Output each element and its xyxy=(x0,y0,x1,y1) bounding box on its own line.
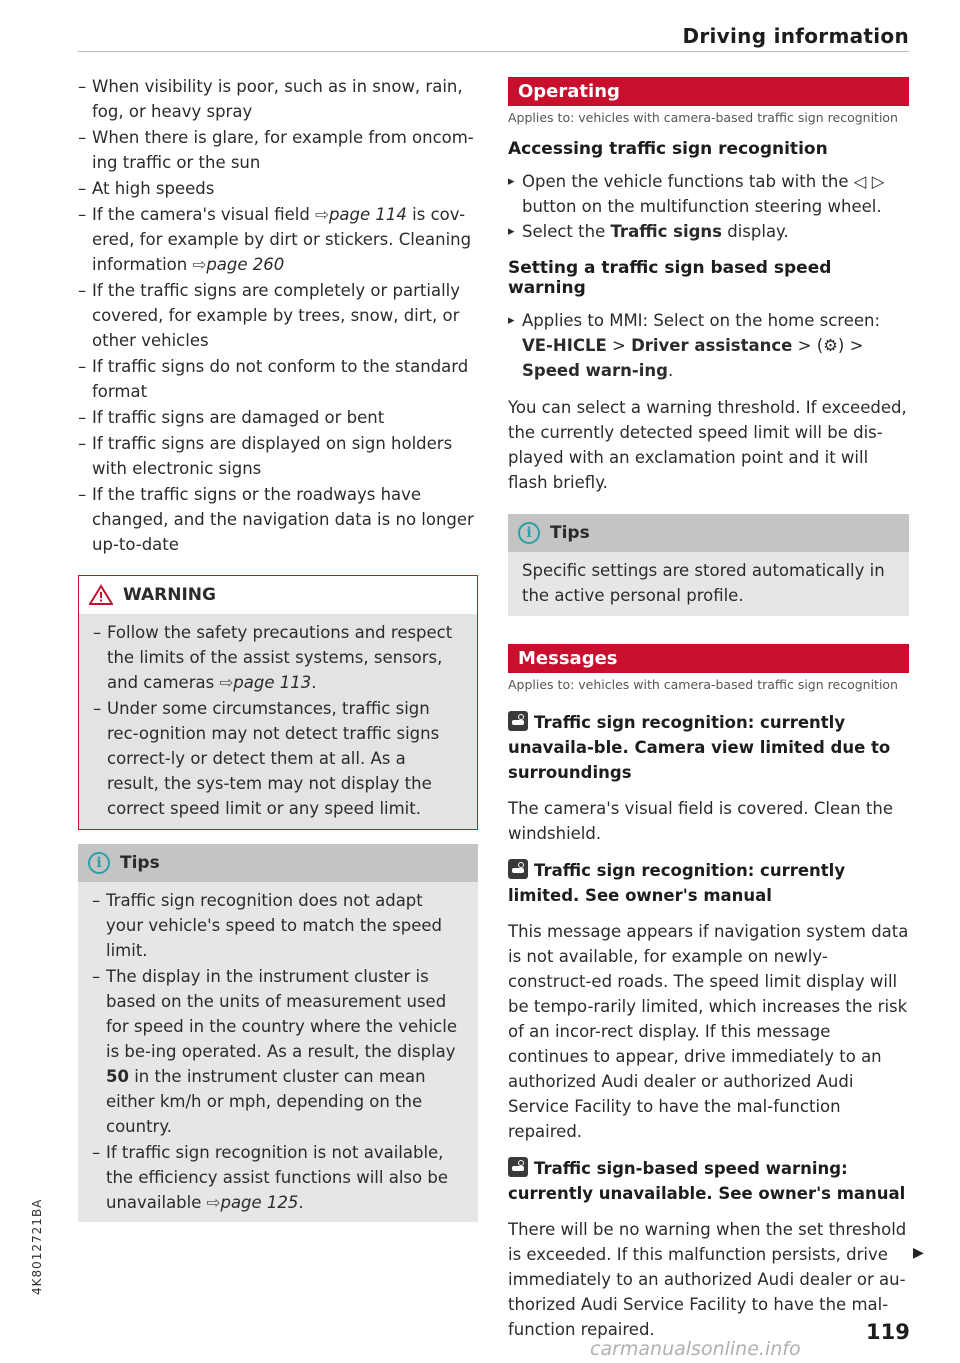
step2-b: display. xyxy=(727,222,789,241)
xref-arrow-icon: ⇨ xyxy=(315,205,329,224)
message-2-heading xyxy=(508,858,909,908)
tips-box-right xyxy=(508,514,909,616)
continue-arrow-icon: ▶ xyxy=(913,1245,924,1261)
step-item xyxy=(508,219,909,244)
message-1-heading-text: Traffic sign recognition: currently unavaila-ble. Camera view limited due to surroundings xyxy=(508,713,891,782)
tips-item-2b: in the instrument cluster can mean either km/h or mph, depending on the country. xyxy=(106,1067,426,1136)
menu-speed-warning: Speed warn-ing xyxy=(522,361,668,380)
message-3-heading xyxy=(508,1156,909,1206)
settings-gear-icon: (⚙) xyxy=(816,336,845,355)
tips-list xyxy=(92,888,462,1215)
right-column xyxy=(508,77,909,1342)
tips-item-2-bold: 50 xyxy=(106,1067,129,1086)
step-item: ▸ Applies to MMI: Select on the home screen: VE-HICLE > Driver assistance > (⚙) > Speed warn-ing. xyxy=(508,308,909,383)
camera-car-icon xyxy=(508,711,528,731)
info-icon: i xyxy=(518,522,540,544)
list-item xyxy=(92,964,462,1139)
message-1-heading xyxy=(508,710,909,785)
tips-text: Specific settings are stored automatically in the active personal profile. xyxy=(522,561,885,605)
xref-arrow-icon: ⇨ xyxy=(206,1193,221,1212)
menu-separator: > xyxy=(849,336,864,355)
speed-warning-body: You can select a warning threshold. If exceeded, the currently detected speed limit will be dis-played with an exclamation point and it will flash briefly. xyxy=(508,398,907,492)
info-icon: i xyxy=(88,852,110,874)
warning-item-1-text: Follow the safety precautions and respect the limits of the assist systems, sensors, and cameras xyxy=(107,623,453,692)
camera-car-icon xyxy=(508,859,528,879)
watermark: carmanualsonline.info xyxy=(590,1338,801,1360)
message-1-body: The camera's visual field is covered. Clean the windshield. xyxy=(508,799,893,843)
speed-warning-steps xyxy=(508,308,909,383)
list-item: – At high speeds xyxy=(78,176,478,201)
access-steps xyxy=(508,169,909,244)
left-column xyxy=(78,74,478,1222)
warning-box xyxy=(78,575,478,830)
tips-title: Tips xyxy=(120,853,160,873)
message-2-heading-text: Traffic sign recognition: currently limited. See owner's manual xyxy=(508,861,846,905)
warning-header xyxy=(79,576,477,614)
step-item: ▸ Open the vehicle functions tab with the ◁ ▷ button on the multifunction steering wheel. xyxy=(508,169,909,219)
messages-applies: Applies to: vehicles with camera-based traffic sign recognition xyxy=(508,677,898,692)
warning-triangle-icon xyxy=(89,584,113,606)
operating-section-bar: Operating xyxy=(508,77,909,106)
step2-a: Select the xyxy=(522,222,606,241)
list-item: – If the traffic signs are completely or partially covered, for example by trees, snow, dirt, or other vehicles xyxy=(78,278,478,353)
page-number: 119 xyxy=(866,1320,910,1344)
document-code: 4K8012721BA xyxy=(30,1198,44,1295)
step2-bold: Traffic signs xyxy=(610,222,722,241)
messages-section-bar: Messages xyxy=(508,644,909,673)
menu-vehicle: VE-HICLE xyxy=(522,336,607,355)
list-item: – Follow the safety precautions and respect the limits of the assist systems, sensors, and cameras ⇨page 113. xyxy=(93,620,461,695)
xref-page-260[interactable]: page 260 xyxy=(206,255,285,274)
tips-body xyxy=(508,552,909,616)
xref-page-125[interactable]: page 125 xyxy=(220,1193,299,1212)
step3-a: Applies to MMI: Select on the home screen: xyxy=(522,311,881,330)
message-3-heading-text: Traffic sign-based speed warning: currently unavailable. See owner's manual xyxy=(508,1159,906,1203)
xref-arrow-icon: ⇨ xyxy=(192,255,207,274)
operating-applies: Applies to: vehicles with camera-based traffic sign recognition xyxy=(508,110,898,125)
list-item: – When there is glare, for example from oncom-ing traffic or the sun xyxy=(78,125,478,175)
warning-body xyxy=(79,614,477,829)
warning-list xyxy=(93,620,461,821)
camera-car-icon xyxy=(508,1157,528,1177)
list-item xyxy=(78,202,478,277)
tips-header xyxy=(78,844,478,882)
camera-item-mid: is cov-ered, for example by dirt or stickers. Cleaning information xyxy=(92,205,472,274)
warning-title: WARNING xyxy=(123,585,216,605)
menu-driver-assistance: Driver assistance xyxy=(631,336,793,355)
tips-item-2a: The display in the instrument cluster is based on the units of measurement used for speed in the country where the vehicle is be-ing operated. As a result, the display xyxy=(106,967,457,1061)
list-item: – If the traffic signs or the roadways have changed, and the navigation data is no longer up-to-date xyxy=(78,482,478,557)
list-item: – If traffic signs are displayed on sign holders with electronic signs xyxy=(78,431,478,481)
menu-separator: > xyxy=(797,336,812,355)
list-item: – Under some circumstances, traffic sign rec-ognition may not detect traffic signs correct-ly or detect them at all. As a result, the sys-tem may not display the correct speed limit or any speed limit. xyxy=(93,696,461,821)
conditions-list xyxy=(78,74,478,557)
header-divider xyxy=(78,51,909,52)
message-3-body: There will be no warning when the set threshold is exceeded. If this malfunction persists, drive immediately to an authorized Audi dealer or au-thorized Audi Service Facility to have the mal-function repaired. xyxy=(508,1220,907,1339)
access-heading: Accessing traffic sign recognition xyxy=(508,139,828,159)
tips-box-left xyxy=(78,844,478,1222)
list-item: – Traffic sign recognition does not adapt your vehicle's speed to match the speed limit. xyxy=(92,888,462,963)
camera-item-lead: If the camera's visual field xyxy=(92,205,310,224)
page-header-title: Driving information xyxy=(682,24,909,48)
list-item: – If traffic signs are damaged or bent xyxy=(78,405,478,430)
tips-title: Tips xyxy=(550,523,590,543)
list-item: – If traffic sign recognition is not available, the efficiency assist functions will also be unavailable ⇨page 125. xyxy=(92,1140,462,1215)
xref-page-114[interactable]: page 114 xyxy=(328,205,407,224)
list-item: – If traffic signs do not conform to the standard format xyxy=(78,354,478,404)
speed-warning-heading: Setting a traffic sign based speed warning xyxy=(508,258,832,298)
message-2-body: This message appears if navigation system data is not available, for example on newly-construct-ed roads. The speed limit display will be tempo-rarily limited, which increases the risk of an incor-rect display. If this message continues to appear, drive immediately to an authorized Audi dealer or authorized Audi Service Facility to have the mal-function repaired. xyxy=(508,922,909,1141)
list-item: – When visibility is poor, such as in snow, rain, fog, or heavy spray xyxy=(78,74,478,124)
xref-arrow-icon: ⇨ xyxy=(219,673,234,692)
xref-page-113[interactable]: page 113 xyxy=(233,673,312,692)
tips-item-3-text: If traffic sign recognition is not available, the efficiency assist functions will also be unavailable xyxy=(106,1143,448,1212)
tips-header xyxy=(508,514,909,552)
tips-body xyxy=(78,882,478,1222)
menu-separator: > xyxy=(611,336,626,355)
